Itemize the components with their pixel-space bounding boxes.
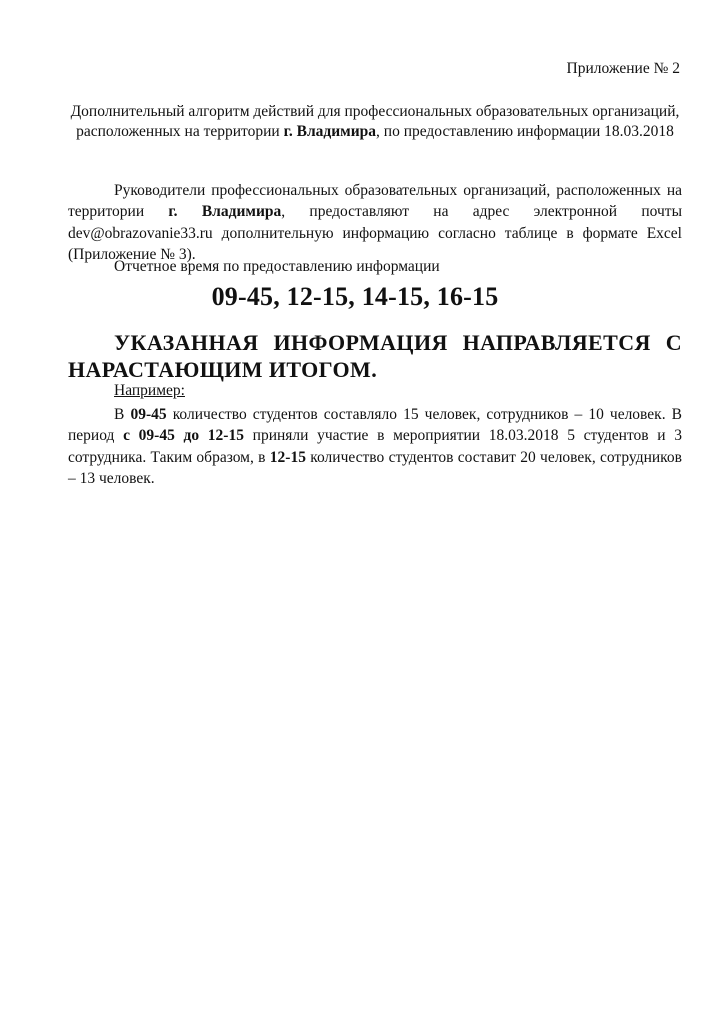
appendix-label: Приложение № 2 xyxy=(566,60,680,77)
paragraph1-part-2: , предоставляют на адрес электронной почты dev@obrazovanie33.ru дополнительную информацию согласно таблице в формате Excel (Приложение № 3). xyxy=(68,203,682,264)
example-text-4: количество студентов составит 20 человек, сотрудников – 13 человек. xyxy=(68,448,682,488)
example-label: Например: xyxy=(114,382,185,399)
example-time-2: с 09-45 до 12-15 xyxy=(123,427,244,445)
example-paragraph xyxy=(68,404,682,490)
title-city: г. Владимира xyxy=(283,123,377,140)
instructions-paragraph xyxy=(68,180,682,266)
example-text-3: приняли участие в мероприятии 18.03.2018 5 студентов и 3 сотрудника. Таким образом, в xyxy=(68,427,682,466)
report-time-label: Отчетное время по предоставлению информации xyxy=(114,258,440,275)
example-time-1: 09-45 xyxy=(130,406,167,423)
cumulative-notice: УКАЗАННАЯ ИНФОРМАЦИЯ НАПРАВЛЯЕТСЯ С НАРАСТАЮЩИМ ИТОГОМ. xyxy=(68,330,682,382)
paragraph1-part-1: Руководители профессиональных образовательных организаций, расположенных на территории xyxy=(68,182,682,221)
example-text-2: количество студентов составляло 15 человек, сотрудников – 10 человек. В период xyxy=(68,406,682,445)
example-text-1: В xyxy=(114,406,131,423)
document-title xyxy=(60,102,690,142)
example-time-3: 12-15 xyxy=(269,448,306,466)
report-times: 09-45, 12-15, 14-15, 16-15 xyxy=(211,282,499,311)
paragraph1-city: г. Владимира xyxy=(168,203,282,221)
title-part-2: , по предоставлению информации 18.03.2018 xyxy=(376,123,674,140)
title-part-1: Дополнительный алгоритм действий для профессиональных образовательных организаций, расположенных на территории xyxy=(70,103,680,140)
